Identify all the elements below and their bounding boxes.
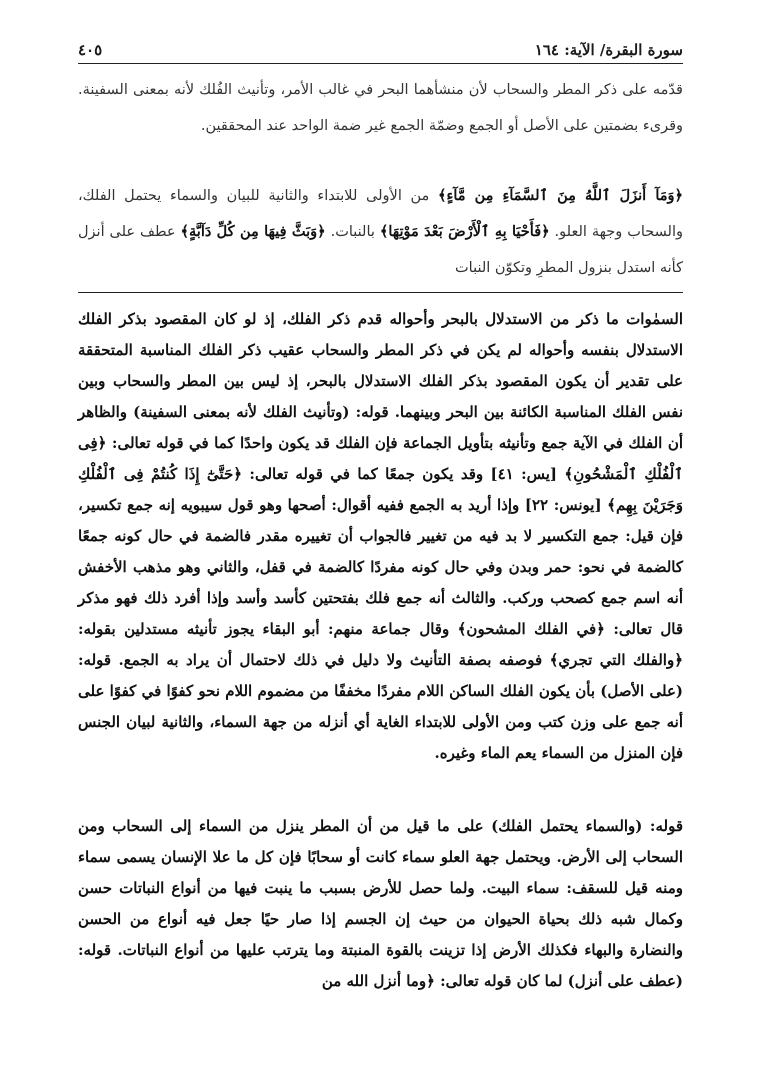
base-text-paragraph-2 <box>78 178 683 286</box>
page-number: ٤٠٥ <box>78 41 103 59</box>
commentary-segment: (على الأصل) بأن يكون الفلك الساكن اللام مفردًا مخففًا من مضموم اللام نحو كفوًا في كفوًا على أنه جمع على وزن كتب ومن الأولى للابتداء الغاية أي أنزله من جهة السماء، والثانية لبيان الجنس فإن المنزل من السماء يعم الماء وغيره. <box>78 682 683 762</box>
commentary-segment: السمٰوات ما ذكر من الاستدلال بالبحر وأحواله قدم ذكر الفلك، إذ لو كان المقصود بذكر الفلك الاستدلال بنفسه وأحواله لم يكن في ذكر المطر والسحاب عقيب ذكر الفلك المناسبة المتحققة على تقدير أن يكون المقصود بذكر الفلك الاستدلال بالبحر، إذ ليس بين المطر والسحاب وبين نفس الفلك المناسبة الكائنة بين البحر وبينهما. <box>78 310 684 421</box>
commentary-segment: (والسماء يحتمل الفلك) على ما قيل من أن المطر ينزل من السماء إلى السحاب ومن السحاب إلى الأرض. ويحتمل جهة العلو سماء كانت أو سحابًا فإن كل ما علا الإنسان يسمى سماء ومنه قيل للسقف: سماء البيت. ولما حصل للأرض بسبب ما ينبت فيها من أنواع النباتات حسن وكمال شبه ذلك بحياة الحيوان من حيث إن الجسم إذا صار حيًا جعل فيه أنواع من الحسن والنضارة والبهاء فكذلك الأرض إذا تزينت بالقوة المنبتة وما يترتب عليها من أنواع النباتات. <box>78 817 683 959</box>
base-text-paragraph-1 <box>78 72 683 144</box>
quran-quote: ﴿وَمَآ أَنزَلَ ٱللَّهُ مِنَ ٱلسَّمَآءِ مِن مَّآءٍ﴾ <box>438 187 683 204</box>
keyword-qawluhu: قوله: <box>649 817 683 835</box>
keyword-qawluhu: قوله: <box>78 651 112 669</box>
quran-quote: ﴿فَأَحْيَا بِهِ ٱلْأَرْضَ بَعْدَ مَوْتِهَا﴾ <box>379 223 550 240</box>
base-text-segment: من الأولى للابتداء والثانية للبيان والسماء يحتمل الفلك، والسحاب وجهة العلو. <box>78 188 684 240</box>
commentary-paragraph-2 <box>78 811 683 997</box>
commentary-paragraph-1 <box>78 304 683 769</box>
commentary-segment: (عطف على أنزل) لما كان قوله تعالى: ﴿وما أنزل الله من <box>321 972 683 990</box>
keyword-qawluhu: قوله: <box>355 403 389 421</box>
base-text-segment: بالنبات. <box>325 224 380 240</box>
base-text-segment: عطف على أنزل كأنه استدل بنزول المطرِ وتكوّن النبات <box>78 224 683 276</box>
quran-quote: ﴿وَبَثَّ فِيهَا مِن كُلِّ دَآبَّةٍ﴾ <box>180 223 326 240</box>
keyword-qawluhu: قوله: <box>78 941 112 959</box>
page-header <box>78 30 683 64</box>
surah-label: سورة البقرة/ الآية: ١٦٤ <box>534 41 683 59</box>
base-text-p1: قدّمه على ذكر المطر والسحاب لأن منشأهما البحر في غالب الأمر، وتأنيث الفُلك لأنه بمعنى السفينة. وقرىء بضمتين على الأصل أو الجمع وضمّة الجمع غير ضمة الواحد عند المحققين. <box>78 82 683 134</box>
commentary-segment: (وتأنيث الفلك لأنه بمعنى السفينة) والظاهر أن الفلك في الآية جمع وتأنيثه بتأويل الجماعة فإن الفلك قد يكون واحدًا كما في قوله تعالى: ﴿فِى ٱلْفُلْكِ ٱلْمَشْحُونِ﴾ [يس: ٤١] وقد يكون جمعًا كما في قوله تعالى: ﴿حَتَّىٰٓ إِذَا كُنتُمْ فِى ٱلْفُلْكِ وَجَرَيْنَ بِهِم﴾ [يونس: ٢٢] وإذا أريد به الجمع ففيه أقوال: أصحها وهو قول سيبويه إنه جمع تكسير، فإن قيل: جمع التكسير لا بد فيه من تغيير فالجواب أن تغييره مقدر فالضمة في حال كونه جمعًا كالضمة في نحو: حمر وبدن وفي حال كونه مفردًا كالضمة في قفل، والثاني وهو مذهب الأخفش أنه اسم جمع كصحب وركب. والثالث أنه جمع فلك بفتحتين كأسد وأسد وإذا أفرد ذلك فهو مذكر قال تعالى: ﴿في الفلك المشحون﴾ وقال جماعة منهم: أبو البقاء يجوز تأنيثه مستدلين بقوله: ﴿والفلك التي تجري﴾ فوصفه بصفة التأنيث ولا دليل في ذلك لاحتمال أن يراد به الجمع. <box>78 403 684 669</box>
section-divider <box>78 292 683 293</box>
